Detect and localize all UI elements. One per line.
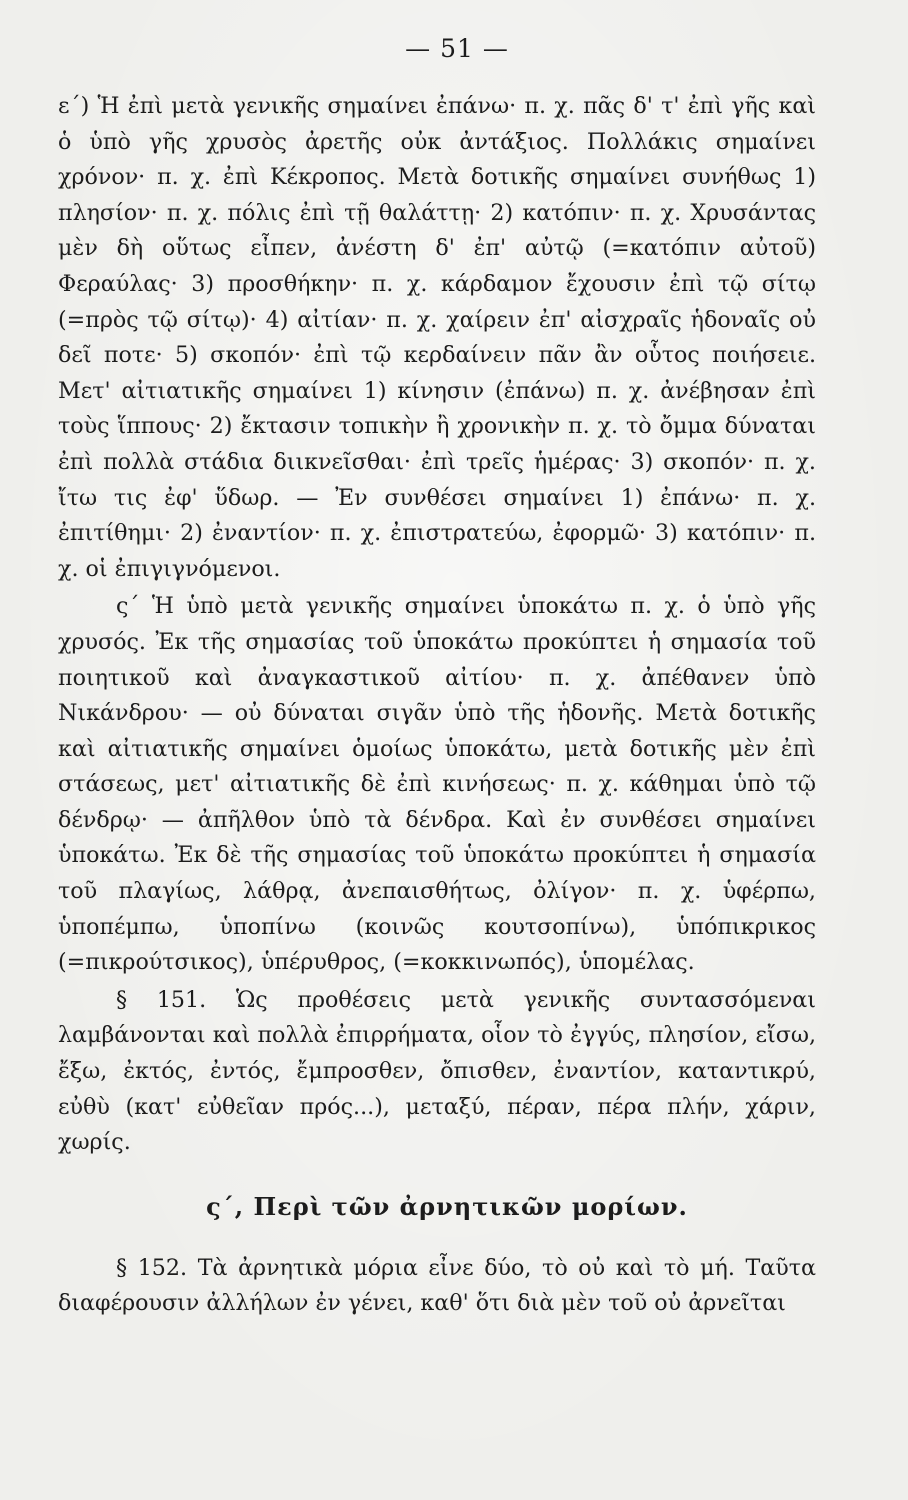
paragraph-epi: ε΄) Ἡ ἐπὶ μετὰ γενικῆς σημαίνει ἐπάνω· π. χ. πᾶς δ' τ' ἐπὶ γῆς καὶ ὁ ὑπὸ γῆς χρυσὸς ἀρετῆς οὐκ ἀντάξιος. Πολλάκις σημαίνει χρόνον· π. χ. ἐπὶ Κέκροπος. Μετὰ δοτικῆς σημαίνει συνήθως 1) πλησίον· π. χ. πόλις ἐπὶ τῇ θαλάττῃ· 2) κατόπιν· π. χ. Χρυσάντας μὲν δὴ οὕτως εἶπεν, ἀνέστη δ' ἐπ' αὐτῷ (=κατόπιν αὐτοῦ) Φεραύλας· 3) προσθήκην· π. χ. κάρδαμον ἔχουσιν ἐπὶ τῷ σίτῳ (=πρὸς τῷ σίτῳ)· 4) αἰτίαν· π. χ. χαίρειν ἐπ' αἰσχραῖς ἡδοναῖς οὐ δεῖ ποτε· 5) σκοπόν· ἐπὶ τῷ κερδαίνειν πᾶν ἂν οὗτος ποιήσειε. Μετ' αἰτιατικῆς σημαίνει 1) κίνησιν (ἐπάνω) π. χ. ἀνέβησαν ἐπὶ τοὺς ἵππους· 2) ἔκτασιν τοπικὴν ἢ χρονικὴν π. χ. τὸ ὄμμα δύναται ἐπὶ πολλὰ στάδια διικνεῖσθαι· ἐπὶ τρεῖς ἡμέρας· 3) σκοπόν· π. χ. ἴτω τις ἐφ' ὕδωρ. — Ἐν συνθέσει σημαίνει 1) ἐπάνω· π. χ. ἐπιτίθημι· 2) ἐναντίον· π. χ. ἐπιστρατεύω, ἐφορμῶ· 3) κατόπιν· π. χ. οἱ ἐπιγιγνόμενοι.: [58, 93, 816, 582]
paragraph-section-151: § 151. Ὡς προθέσεις μετὰ γενικῆς συντασσόμεναι λαμβάνονται καὶ πολλὰ ἐπιρρήματα, οἷον τὸ ἐγγύς, πλησίον, εἴσω, ἔξω, ἐκτός, ἐντός, ἔμπροσθεν, ὄπισθεν, ἐναντίον, καταντικρύ, εὐθὺ (κατ' εὐθεῖαν πρός...), μεταξύ, πέραν, πέρα πλήν, χάριν, χωρίς.: [58, 986, 816, 1156]
paragraph-section-152: § 152. Τὰ ἀρνητικὰ μόρια εἶνε δύο, τὸ οὐ καὶ τὸ μή. Ταῦτα διαφέρουσιν ἀλλήλων ἐν γένει, καθ' ὅτι διὰ μὲν τοῦ οὐ ἀρνεῖται: [58, 1254, 816, 1317]
page-number: — 51 —: [405, 34, 509, 63]
paragraph-hypo: ς΄ Ἡ ὑπὸ μετὰ γενικῆς σημαίνει ὑποκάτω π. χ. ὁ ὑπὸ γῆς χρυσός. Ἐκ τῆς σημασίας τοῦ ὑποκάτω προκύπτει ἡ σημασία τοῦ ποιητικοῦ καὶ ἀναγκαστικοῦ αἰτίου· π. χ. ἀπέθανεν ὑπὸ Νικάνδρου· — οὐ δύναται σιγᾶν ὑπὸ τῆς ἡδονῆς. Μετὰ δοτικῆς καὶ αἰτιατικῆς σημαίνει ὁμοίως ὑποκάτω, μετὰ δοτικῆς μὲν ἐπὶ στάσεως, μετ' αἰτιατικῆς δὲ ἐπὶ κινήσεως· π. χ. κάθημαι ὑπὸ τῷ δένδρῳ· — ἀπῆλθον ὑπὸ τὰ δένδρα. Καὶ ἐν συνθέσει σημαίνει ὑποκάτω. Ἐκ δὲ τῆς σημασίας τοῦ ὑποκάτω προκύπτει ἡ σημασία τοῦ πλαγίως, λάθρᾳ, ἀνεπαισθήτως, ὀλίγον· π. χ. ὑφέρπω, ὑποπέμπω, ὑποπίνω (κοινῶς κουτσοπίνω), ὑπόπικρικος (=πικρούτσικος), ὑπέρυθρος, (=κοκκινωπός), ὑπομέλας.: [58, 593, 816, 976]
section-heading: ς΄, Περὶ τῶν ἀρνητικῶν μορίων.: [206, 1191, 688, 1221]
